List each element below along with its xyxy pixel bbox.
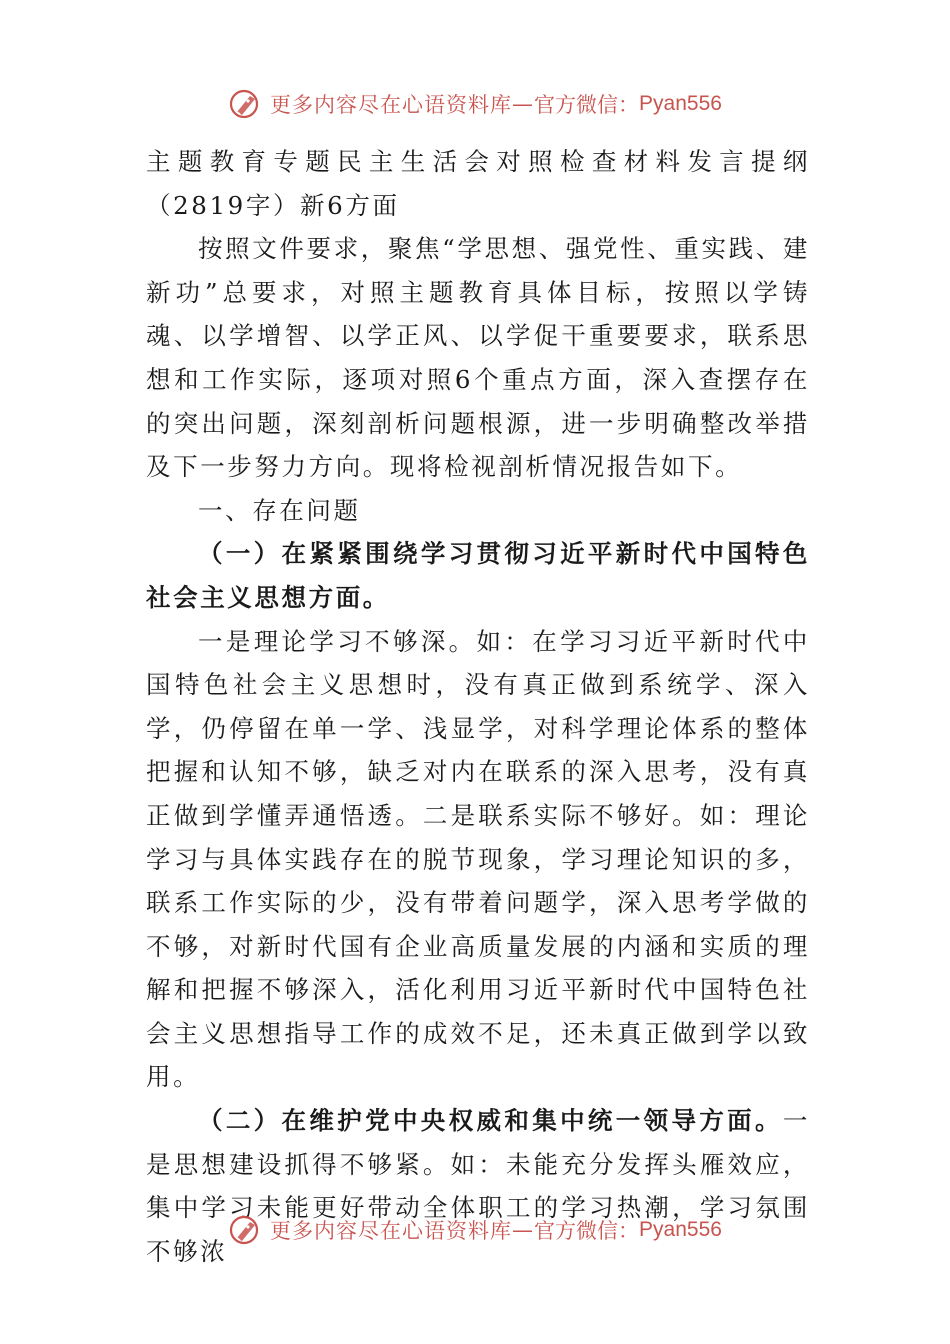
wechat-id: Pyan556 bbox=[639, 92, 722, 115]
brand-text: 更多内容尽在心语资料库 bbox=[270, 1219, 513, 1243]
document-body bbox=[146, 140, 810, 1273]
subsection-heading-1: （一）在紧紧围绕学习贯彻习近平新时代中国特色社会主义思想方面。 bbox=[146, 539, 810, 612]
header-watermark-banner bbox=[0, 84, 950, 124]
wechat-label: 官方微信： bbox=[534, 93, 640, 117]
section-heading: 一、存在问题 bbox=[198, 495, 361, 525]
footer-watermark-banner bbox=[0, 1210, 950, 1250]
wechat-id: Pyan556 bbox=[639, 1218, 722, 1241]
pen-nib-logo-icon bbox=[228, 1213, 262, 1247]
brand-dash: — bbox=[512, 1218, 535, 1242]
brand-text: 更多内容尽在心语资料库 bbox=[270, 93, 513, 117]
subsection-body-1: 一是理论学习不够深。如：在学习习近平新时代中国特色社会主义思想时，没有真正做到系统学、深入学，仍停留在单一学、浅显学，对科学理论体系的整体把握和认知不够，缺乏对内在联系的深入思考，没有真正做到学懂弄通悟透。二是联系实际不够好。如：理论学习与具体实践存在的脱节现象，学习理论知识的多，联系工作实际的少，没有带着问题学，深入思考学做的不够，对新时代国有企业高质量发展的内涵和实质的理解和把握不够深入，活化利用习近平新时代中国特色社会主义思想指导工作的成效不足，还未真正做到学以致用。 bbox=[146, 626, 810, 1092]
brand-dash: — bbox=[512, 92, 535, 116]
subsection-body-2: 一是思想建设抓得不够紧。如：未能充分发挥头雁效应，集中学习未能更好带动全体职工的学习热潮，学习氛围不够浓 bbox=[146, 1106, 810, 1266]
pen-nib-logo-icon bbox=[228, 87, 262, 121]
subsection-heading-2: （二）在维护党中央权威和集中统一领导方面。 bbox=[198, 1106, 783, 1136]
intro-paragraph: 按照文件要求，聚焦“学思想、强党性、重实践、建新功”总要求，对照主题教育具体目标，按照以学铸魂、以学增智、以学正风、以学促干重要要求，联系思想和工作实际，逐项对照6个重点方面，深入查摆存在的突出问题，深刻剖析问题根源，进一步明确整改举措及下一步努力方向。现将检视剖析情况报告如下。 bbox=[146, 234, 810, 482]
wechat-label: 官方微信： bbox=[534, 1219, 640, 1243]
document-title: 主题教育专题民主生活会对照检查材料发言提纲（2819字）新6方面 bbox=[146, 147, 810, 220]
